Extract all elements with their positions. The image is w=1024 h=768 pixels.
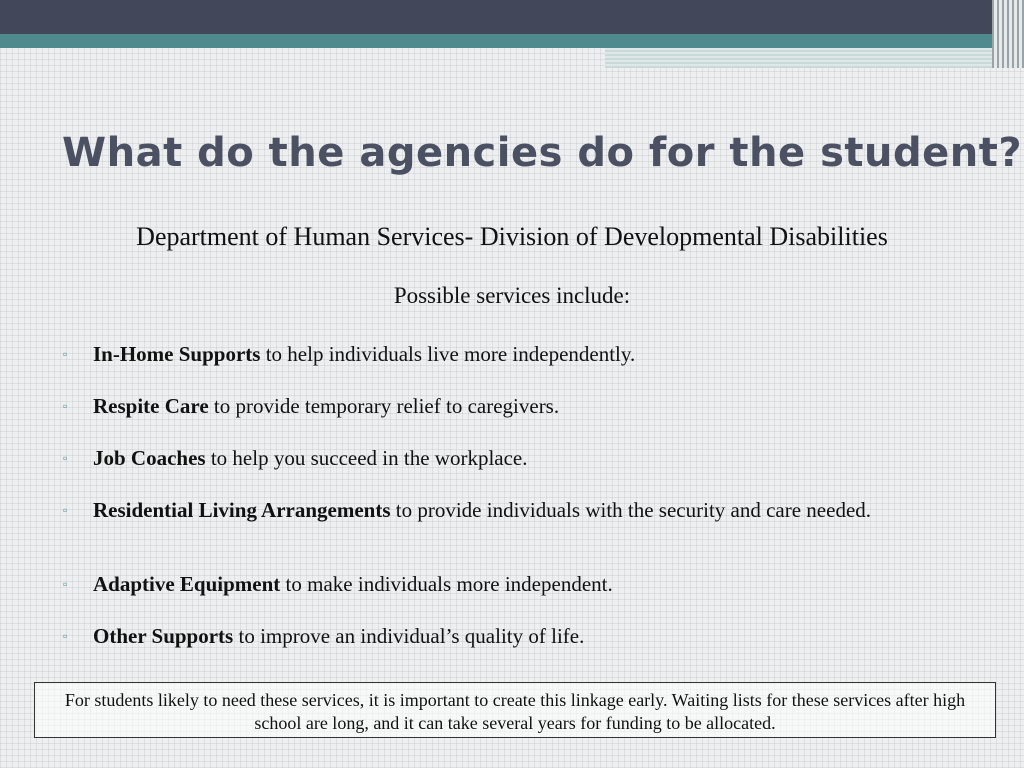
service-item [60, 343, 990, 366]
service-desc: to make individuals more independent. [285, 572, 613, 596]
service-term: Adaptive Equipment [93, 572, 281, 596]
service-desc: to improve an individual’s quality of life. [238, 624, 585, 648]
service-desc: to provide individuals with the security and care needed. [395, 498, 872, 522]
service-desc: to help individuals live more independently. [265, 342, 636, 366]
service-term: In-Home Supports [93, 342, 261, 366]
bullet-icon: ▫ [63, 629, 68, 643]
service-item [60, 573, 990, 596]
bullet-icon: ▫ [63, 399, 68, 413]
accent-bar [0, 34, 1024, 48]
bullet-icon: ▫ [63, 577, 68, 591]
bullet-icon: ▫ [63, 451, 68, 465]
slide-subtitle: Department of Human Services- Division of Developmental Disabilities [136, 222, 888, 251]
service-item [60, 447, 990, 470]
service-item [60, 499, 990, 522]
note-box: For students likely to need these services, it is important to create this linkage early. Waiting lists for these services after high school are long, and it can take several years for funding to be allocated. [34, 682, 996, 738]
corner-stripes [992, 0, 1024, 68]
service-item [60, 625, 990, 648]
accent-bar-light [605, 48, 995, 68]
services-intro: Possible services include: [393, 283, 631, 308]
service-desc: to help you succeed in the workplace. [210, 446, 528, 470]
bullet-icon: ▫ [63, 503, 68, 517]
service-term: Job Coaches [93, 446, 206, 470]
header-bar [0, 0, 1024, 34]
service-term: Residential Living Arrangements [93, 498, 391, 522]
bullet-icon: ▫ [63, 347, 68, 361]
service-item [60, 395, 990, 418]
service-desc: to provide temporary relief to caregivers. [213, 394, 560, 418]
service-term: Respite Care [93, 394, 209, 418]
service-term: Other Supports [93, 624, 234, 648]
slide-title: What do the agencies do for the student? [62, 130, 1023, 176]
